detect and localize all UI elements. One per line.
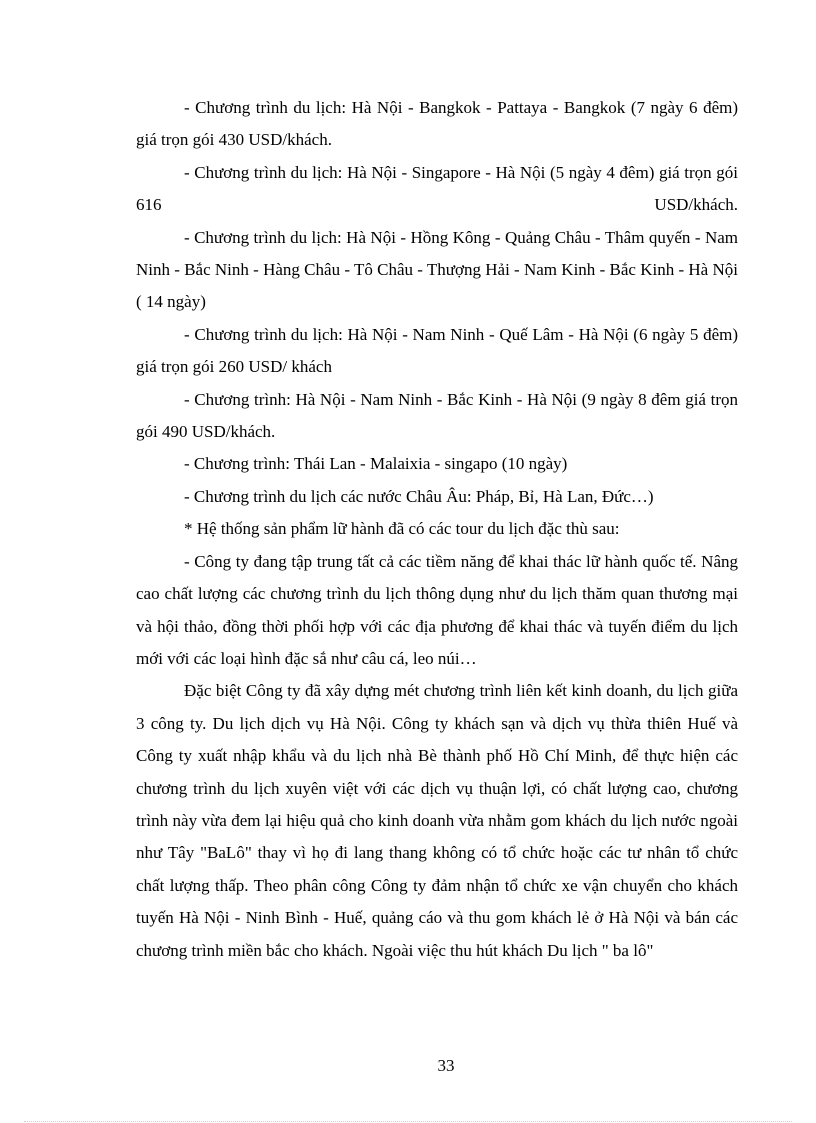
paragraph-company-focus: - Công ty đang tập trung tất cả các tiềm năng để khai thác lữ hành quốc tế. Nâng cao chất lượng các chương trình du lịch thông dụng như du lịch thăm quan thương mại và hội thảo, đồng thời phối hợp với các địa phương để khai thác và tuyến điểm du lịch mới với các loại hình đặc sắ như câu cá, leo núi… [136, 551, 738, 668]
document-page [136, 92, 738, 967]
paragraph-product-system-heading: * Hệ thống sản phẩm lữ hành đã có các tour du lịch đặc thù sau: [184, 519, 620, 539]
paragraph-tour-singapore: - Chương trình du lịch: Hà Nội - Singapore - Hà Nội (5 ngày 4 đêm) giá trọn gói 616 USD/khách. [136, 162, 738, 215]
paragraph-tour-que-lam: - Chương trình du lịch: Hà Nội - Nam Ninh - Quế Lâm - Hà Nội (6 ngày 5 đêm) giá trọn gói 260 USD/ khách [136, 324, 738, 377]
paragraph-tour-chau-au: - Chương trình du lịch các nước Châu Âu: Pháp, Bỉ, Hà Lan, Đức…) [184, 486, 654, 506]
paragraph-tour-bac-kinh: - Chương trình: Hà Nội - Nam Ninh - Bắc Kinh - Hà Nội (9 ngày 8 đêm giá trọn gói 490 USD/khách. [136, 389, 738, 442]
paragraph-tour-thai-lan: - Chương trình: Thái Lan - Malaixia - singapo (10 ngày) [184, 454, 568, 474]
paragraph-tour-bangkok-pattaya: - Chương trình du lịch: Hà Nội - Bangkok - Pattaya - Bangkok (7 ngày 6 đêm) giá trọn gói 430 USD/khách. [136, 98, 738, 150]
paragraph-special-program: Đặc biệt Công ty đã xây dựng mét chương trình liên kết kinh doanh, du lịch giữa 3 công ty. Du lịch dịch vụ Hà Nội. Công ty khách sạn và dịch vụ thừa thiên Huế và Công ty xuất nhập khẩu và du lịch nhà Bè thành phố Hồ Chí Minh, để thực hiện các chương trình du lịch xuyên việt với các dịch vụ thuận lợi, có chất lượng cao, chương trình này vừa đem lại hiệu quả cho kinh doanh vừa nhằm gom khách du lịch nước ngoài như Tây "BaLô" thay vì họ đi lang thang không có tổ chức hoặc các tư nhân tổ chức chất lượng thấp. Theo phân công Công ty đảm nhận tổ chức xe vận chuyển cho khách tuyến Hà Nội - Ninh Bình - Huế, quảng cáo và thu gom khách lẻ ở Hà Nội và bán các chương trình miền bắc cho khách. Ngoài việc thu hút khách Du lịch " ba lô" [136, 681, 738, 960]
page-bottom-divider [24, 1121, 792, 1122]
paragraph-tour-china-14-days: - Chương trình du lịch: Hà Nội - Hồng Kông - Quảng Châu - Thâm quyến - Nam Ninh - Bắc Ninh - Hàng Châu - Tô Châu - Thượng Hải - Nam Kinh - Bắc Kinh - Hà Nội ( 14 ngày) [136, 227, 738, 312]
page-number: 33 [437, 1056, 455, 1075]
